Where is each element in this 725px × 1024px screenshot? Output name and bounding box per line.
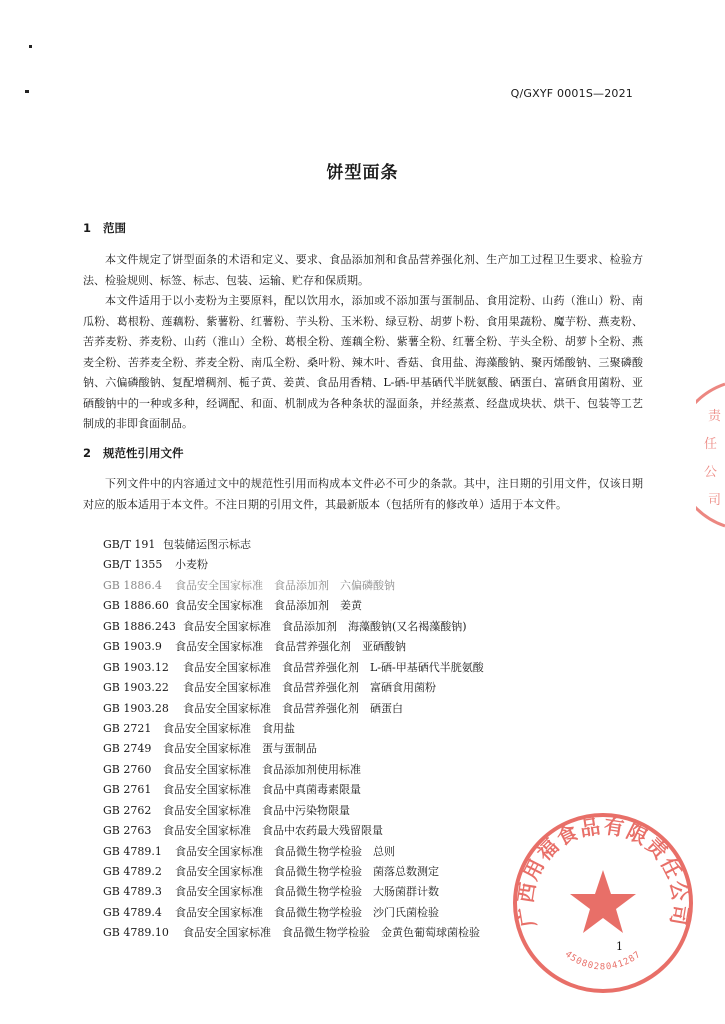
reference-item — [103, 821, 484, 841]
reference-title: 小麦粉 — [175, 558, 208, 572]
reference-item — [103, 780, 484, 800]
reference-title: 食品安全国家标准 食品添加剂 姜黄 — [175, 599, 362, 613]
reference-item — [103, 637, 484, 657]
reference-code: GB 2761 — [103, 783, 152, 797]
reference-title: 食品安全国家标准 蛋与蛋制品 — [163, 742, 317, 756]
company-seal-stamp — [508, 808, 698, 998]
reference-code: GB/T 191 — [103, 538, 156, 551]
reference-item — [103, 535, 484, 555]
reference-code: GB 4789.1 — [103, 844, 162, 858]
reference-title: 食品安全国家标准 食品添加剂 六偏磷酸钠 — [175, 578, 395, 592]
reference-item — [103, 760, 484, 780]
section-heading-normative-references — [83, 445, 184, 461]
reference-code: GB 4789.4 — [103, 905, 162, 919]
reference-title: 包装储运图示标志 — [163, 538, 251, 551]
svg-text:广西用福食品有限责任公司: 广西用福食品有限责任公司 — [513, 813, 693, 929]
reference-code: GB 4789.10 — [103, 926, 169, 940]
reference-title: 食品安全国家标准 食品营养强化剂 L-硒-甲基硒代半胱氨酸 — [183, 660, 484, 674]
reference-item — [103, 576, 484, 596]
reference-item — [103, 842, 484, 862]
reference-code: GB 4789.3 — [103, 885, 162, 899]
document-number: Q/GXYF 0001S—2021 — [510, 87, 633, 100]
reference-title: 食品安全国家标准 食品营养强化剂 富硒食用菌粉 — [183, 681, 436, 695]
document-title: 饼型面条 — [326, 163, 399, 183]
reference-item — [103, 862, 484, 882]
reference-code: GB/T 1355 — [103, 558, 163, 572]
reference-item — [103, 923, 484, 943]
section-heading-scope — [83, 220, 126, 236]
scope-paragraph-1: 本文件规定了饼型面条的术语和定义、要求、食品添加剂和食品营养强化剂、生产加工过程卫生要求、检验方法、检验规则、标签、标志、包装、运输、贮存和保质期。 — [83, 253, 643, 287]
reference-title: 食品安全国家标准 食品中农药最大残留限量 — [163, 824, 383, 838]
reference-code: GB 1903.9 — [103, 640, 162, 654]
reference-code: GB 1886.4 — [103, 578, 162, 592]
reference-title: 食品安全国家标准 食品微生物学检验 沙门氏菌检验 — [175, 905, 439, 919]
svg-text:责: 责 — [708, 409, 722, 424]
scope-paragraph-2: 本文件适用于以小麦粉为主要原料，配以饮用水，添加或不添加蛋与蛋制品、食用淀粉、山药（淮山）粉、南瓜粉、葛根粉、莲藕粉、紫薯粉、红薯粉、芋头粉、玉米粉、绿豆粉、胡萝卜粉、食用果蔬粉、魔芋粉、燕麦粉、苦荞麦粉、荞麦粉、山药（淮山）全粉、葛根全粉、莲藕全粉、紫薯全粉、红薯全粉、芋头全粉、胡萝卜全粉、燕麦全粉、苦荞麦全粉、荞麦全粉、南瓜全粉、桑叶粉、辣木叶、香菇、食用盐、海藻酸钠、聚丙烯酸钠、三聚磷酸钠、六偏磷酸钠、复配增稠剂、栀子黄、姜黄、食品用香精、L-硒-甲基硒代半胱氨酸、硒蛋白、富硒食用菌粉、亚硒酸钠中的一种或多种，经调配、和面、机制成为各种条状的湿面条，并经蒸煮、经盘成块状、烘干、包装等工艺制成的非即食面制品。 — [83, 294, 643, 430]
references-intro-paragraph: 下列文件中的内容通过文中的规范性引用而构成本文件必不可少的条款。其中，注日期的引用文件，仅该日期对应的版本适用于本文件。不注日期的引用文件，其最新版本（包括所有的修改单）适用于本文件。 — [83, 477, 643, 511]
reference-title: 食品安全国家标准 食用盐 — [163, 721, 295, 735]
section-number: 2 — [83, 446, 92, 460]
reference-item — [103, 719, 484, 739]
reference-item — [103, 882, 484, 902]
reference-title: 食品安全国家标准 食品微生物学检验 总则 — [175, 844, 395, 858]
svg-text:公: 公 — [704, 465, 718, 480]
reference-code: GB 4789.2 — [103, 865, 162, 878]
reference-code: GB 1903.28 — [103, 701, 169, 715]
reference-code: GB 1903.22 — [103, 681, 169, 695]
reference-item — [103, 739, 484, 759]
reference-list — [103, 535, 484, 944]
svg-text:任: 任 — [704, 437, 718, 452]
edge-seal-stamp — [696, 380, 725, 530]
reference-item — [103, 555, 484, 575]
reference-item — [103, 617, 484, 637]
svg-text:司: 司 — [708, 493, 722, 508]
reference-code: GB 2749 — [103, 742, 152, 756]
reference-code: GB 1886.60 — [103, 599, 169, 613]
reference-item — [103, 699, 484, 719]
reference-code: GB 2760 — [103, 762, 152, 776]
reference-item — [103, 658, 484, 678]
reference-title: 食品安全国家标准 食品中真菌毒素限量 — [163, 783, 361, 797]
reference-item — [103, 801, 484, 821]
scan-mark — [29, 45, 32, 48]
reference-item — [103, 903, 484, 923]
reference-title: 食品安全国家标准 食品微生物学检验 大肠菌群计数 — [175, 885, 439, 899]
reference-title: 食品安全国家标准 食品微生物学检验 金黄色葡萄球菌检验 — [183, 926, 480, 940]
reference-title: 食品安全国家标准 食品微生物学检验 菌落总数测定 — [175, 865, 439, 878]
reference-title: 食品安全国家标准 食品中污染物限量 — [163, 803, 350, 817]
reference-title: 食品安全国家标准 食品添加剂使用标准 — [163, 762, 361, 776]
scan-mark — [25, 90, 29, 93]
page-number: 1 — [616, 940, 623, 953]
reference-code: GB 2763 — [103, 824, 152, 838]
reference-code: GB 2762 — [103, 803, 152, 817]
section-number: 1 — [83, 221, 92, 235]
reference-code: GB 1886.243 — [103, 619, 176, 633]
reference-code: GB 2721 — [103, 721, 152, 735]
section-title: 规范性引用文件 — [103, 446, 184, 460]
reference-item — [103, 678, 484, 698]
reference-item — [103, 596, 484, 616]
section-title: 范围 — [103, 221, 126, 235]
reference-title: 食品安全国家标准 食品营养强化剂 亚硒酸钠 — [175, 640, 406, 654]
reference-title: 食品安全国家标准 食品营养强化剂 硒蛋白 — [183, 701, 403, 715]
reference-code: GB 1903.12 — [103, 660, 169, 674]
reference-title: 食品安全国家标准 食品添加剂 海藻酸钠(又名褐藻酸钠) — [183, 619, 467, 633]
svg-text:4508028041287: 4508028041287 — [562, 949, 644, 973]
